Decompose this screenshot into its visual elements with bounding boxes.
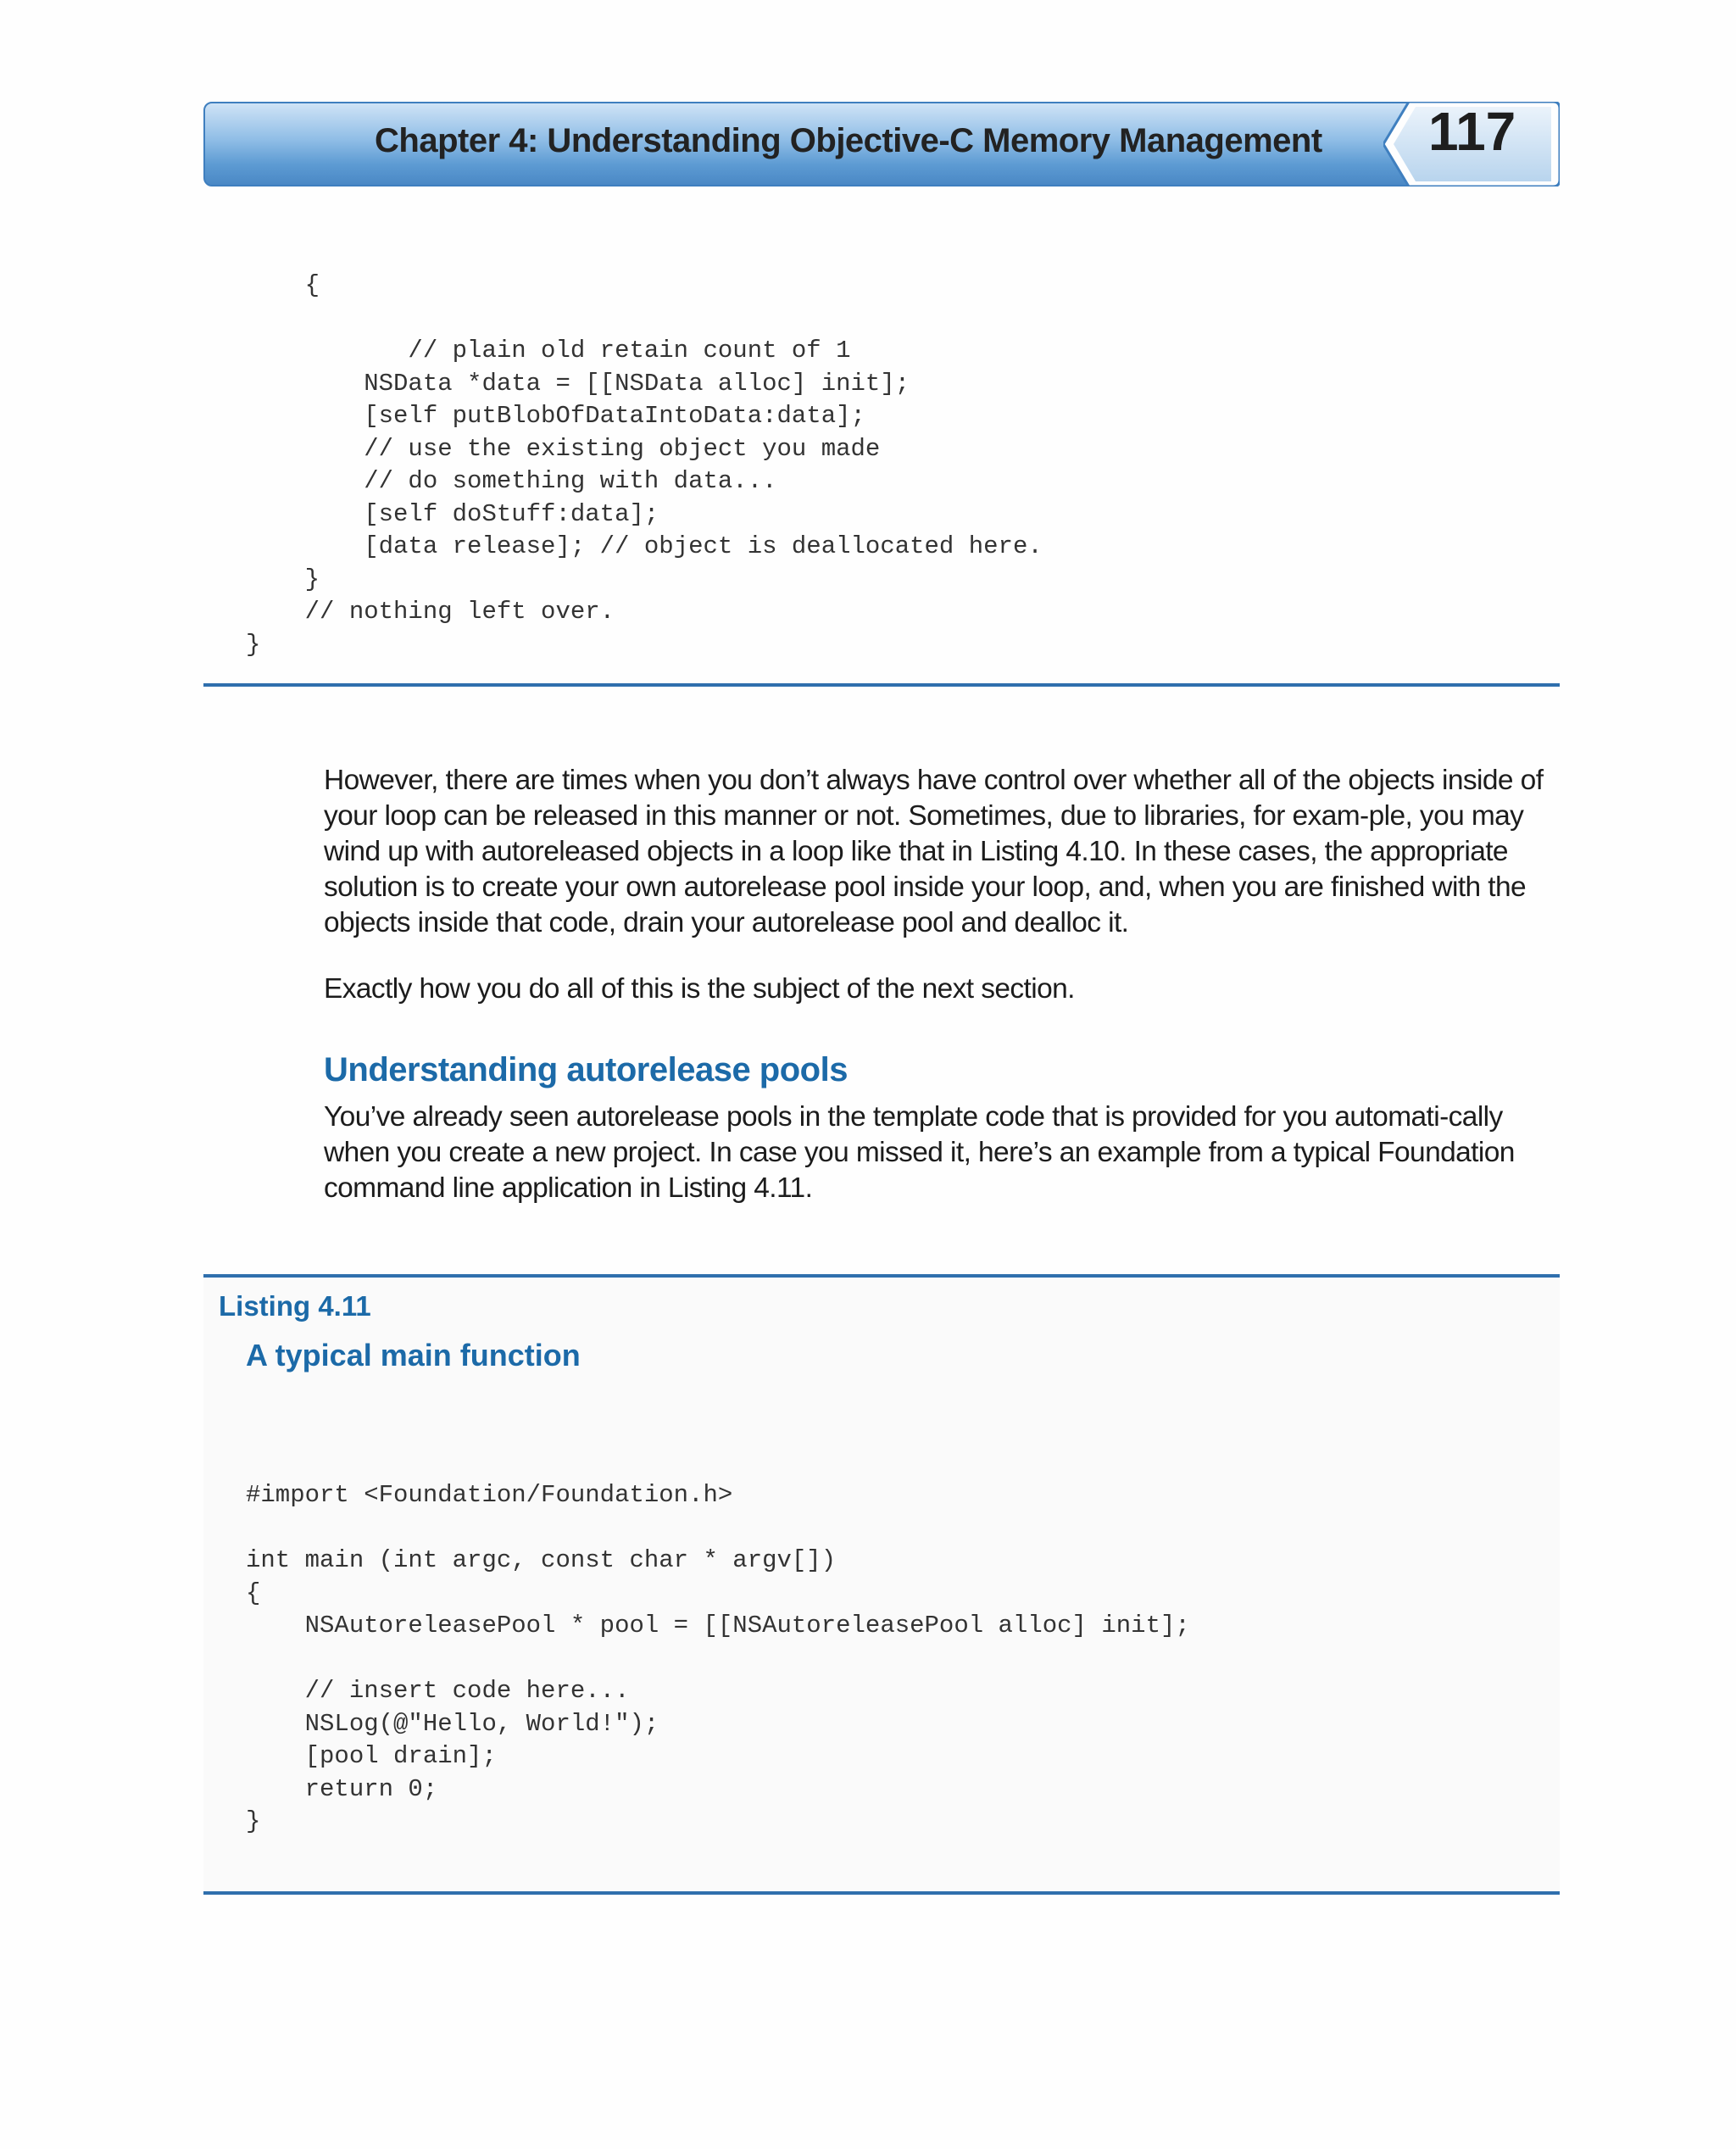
code-line: int main (int argc, const char * argv[]) bbox=[246, 1546, 837, 1574]
code-continuation bbox=[246, 270, 1043, 661]
code-line: // use the existing object you made bbox=[246, 434, 881, 463]
listing-end-rule bbox=[203, 683, 1560, 687]
code-line: } bbox=[246, 1807, 261, 1835]
chapter-header-banner bbox=[203, 102, 1560, 187]
listing-title: A typical main function bbox=[246, 1338, 581, 1372]
body-paragraph: You’ve already seen autorelease pools in the template code that is provided for you automati-cally when you create a new project. In case you missed it, here’s an example from a typical Foundation command line application in Listing 4.11. bbox=[324, 1101, 1515, 1204]
code-line: } bbox=[246, 565, 320, 593]
code-line: [data release]; // object is deallocated here. bbox=[246, 532, 1043, 560]
code-line: NSAutoreleasePool * pool = [[NSAutoreleasePool alloc] init]; bbox=[246, 1612, 1190, 1640]
listing-end-rule bbox=[203, 1891, 1560, 1895]
code-line bbox=[246, 1512, 1190, 1545]
code-line: NSLog(@"Hello, World!"); bbox=[246, 1709, 659, 1738]
code-line: return 0; bbox=[246, 1774, 438, 1803]
page-number: 117 bbox=[1428, 101, 1516, 162]
code-line: // insert code here... bbox=[246, 1677, 630, 1705]
section-heading: Understanding autorelease pools bbox=[324, 1051, 848, 1088]
code-line bbox=[246, 303, 1043, 336]
code-line: [pool drain]; bbox=[246, 1742, 497, 1770]
code-line: NSData *data = [[NSData alloc] init]; bbox=[246, 369, 910, 398]
chapter-title: Chapter 4: Understanding Objective-C Memory Management bbox=[375, 122, 1322, 159]
body-paragraph: Exactly how you do all of this is the subject of the next section. bbox=[324, 973, 1075, 1005]
code-line: // do something with data... bbox=[246, 467, 777, 495]
code-line: } bbox=[246, 630, 261, 659]
code-line: // nothing left over. bbox=[246, 598, 615, 626]
code-line: // plain old retain count of 1 bbox=[246, 337, 851, 365]
code-line bbox=[246, 1643, 1190, 1676]
listing-code bbox=[246, 1479, 1190, 1839]
body-paragraph: However, there are times when you don’t always have control over whether all of the objects inside of your loop can be released in this manner or not. Sometimes, due to libraries, for exam-ple, you may wind up with autoreleased objects in a loop like that in Listing 4.10. In these cases, the appropriate solution is to create your own autorelease pool inside your loop, and, when you are finished with the objects inside that code, drain your autorelease pool and dealloc it. bbox=[324, 765, 1544, 938]
code-line: #import <Foundation/Foundation.h> bbox=[246, 1481, 733, 1509]
code-line: [self doStuff:data]; bbox=[246, 499, 659, 528]
listing-label: Listing 4.11 bbox=[219, 1290, 371, 1322]
code-line: [self putBlobOfDataIntoData:data]; bbox=[246, 402, 865, 430]
code-line: { bbox=[246, 271, 320, 299]
code-line: { bbox=[246, 1578, 261, 1607]
